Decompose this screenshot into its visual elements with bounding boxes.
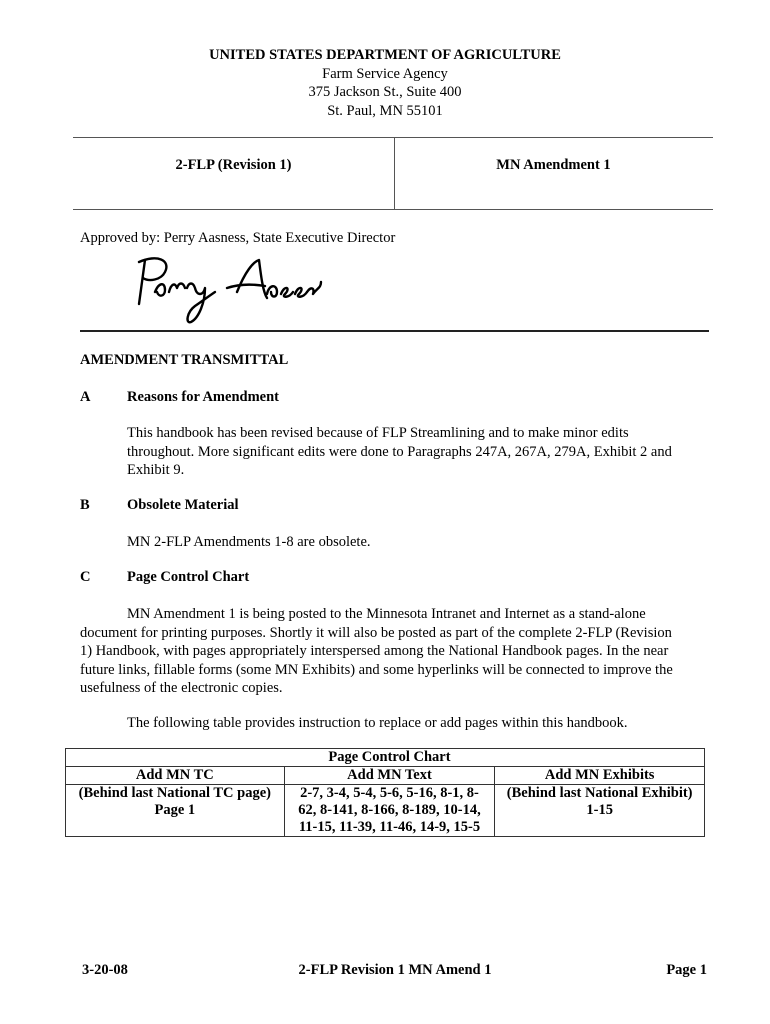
agency-name: UNITED STATES DEPARTMENT OF AGRICULTURE	[209, 47, 561, 63]
page-control-table	[65, 748, 705, 837]
section-c-body	[80, 605, 720, 698]
section-a-title: Reasons for Amendment	[127, 389, 279, 405]
box-bottom-rule	[73, 209, 713, 210]
section-c-line: 1) Handbook, with pages appropriately interspersed among the National Handbook pages. In the near	[80, 643, 669, 659]
section-b-body: MN 2-FLP Amendments 1-8 are obsolete.	[127, 534, 371, 550]
table-cell-text: 2-7, 3-4, 5-4, 5-6, 5-16, 8-1, 8- 62, 8-141, 8-166, 8-189, 10-14, 11-15, 11-39, 11-46, 14-9, 15-5	[284, 785, 495, 837]
transmittal-heading: AMENDMENT TRANSMITTAL	[80, 352, 289, 368]
section-a-body	[127, 424, 672, 480]
section-b-letter: B	[80, 497, 90, 513]
column-header-text: Add MN Text	[284, 767, 495, 785]
section-a-line: throughout. More significant edits were done to Paragraphs 247A, 267A, 279A, Exhibit 2 and	[127, 443, 672, 460]
section-c-letter: C	[80, 569, 91, 585]
office-street: 375 Jackson St., Suite 400	[308, 84, 462, 100]
office-name: Farm Service Agency	[322, 65, 448, 82]
section-a-line: Exhibit 9.	[127, 462, 185, 478]
footer-date: 3-20-08	[82, 962, 128, 978]
amendment-label: MN Amendment 1	[496, 157, 611, 173]
table-header-row	[66, 767, 705, 785]
approval-rule	[80, 330, 709, 332]
approval-line: Approved by: Perry Aasness, State Executive Director	[80, 230, 396, 246]
section-c-line: MN Amendment 1 is being posted to the Minnesota Intranet and Internet as a stand-alone	[127, 606, 646, 622]
section-c-line: usefulness of the electronic copies.	[80, 680, 283, 696]
table-title: Page Control Chart	[284, 749, 495, 767]
section-c-line: future links, fillable forms (some MN Exhibits) and some hyperlinks will be connected to improve the	[80, 661, 673, 678]
section-b-title: Obsolete Material	[127, 497, 239, 513]
column-header-exhibits: Add MN Exhibits	[495, 767, 705, 785]
letterhead	[0, 46, 770, 120]
table-cell-tc: (Behind last National TC page) Page 1	[66, 785, 285, 837]
footer-title: 2-FLP Revision 1 MN Amend 1	[298, 962, 492, 978]
signature-image	[135, 252, 325, 327]
table-title-row	[66, 749, 705, 767]
section-a-letter: A	[80, 389, 91, 405]
column-header-tc: Add MN TC	[66, 767, 285, 785]
section-c-followup: The following table provides instruction to replace or add pages within this handbook.	[127, 715, 628, 731]
table-row	[66, 785, 705, 837]
office-city: St. Paul, MN 55101	[327, 102, 443, 119]
handbook-label: 2-FLP (Revision 1)	[175, 157, 292, 173]
section-a-line: This handbook has been revised because of FLP Streamlining and to make minor edits	[127, 425, 629, 441]
section-c-title: Page Control Chart	[127, 569, 250, 585]
footer-page-number: Page 1	[666, 962, 707, 978]
box-top-rule	[73, 137, 713, 138]
table-cell-exhibits: (Behind last National Exhibit) 1-15	[495, 785, 705, 837]
section-c-line: document for printing purposes. Shortly it will also be posted as part of the complete 2-FLP (Revision	[80, 624, 672, 641]
